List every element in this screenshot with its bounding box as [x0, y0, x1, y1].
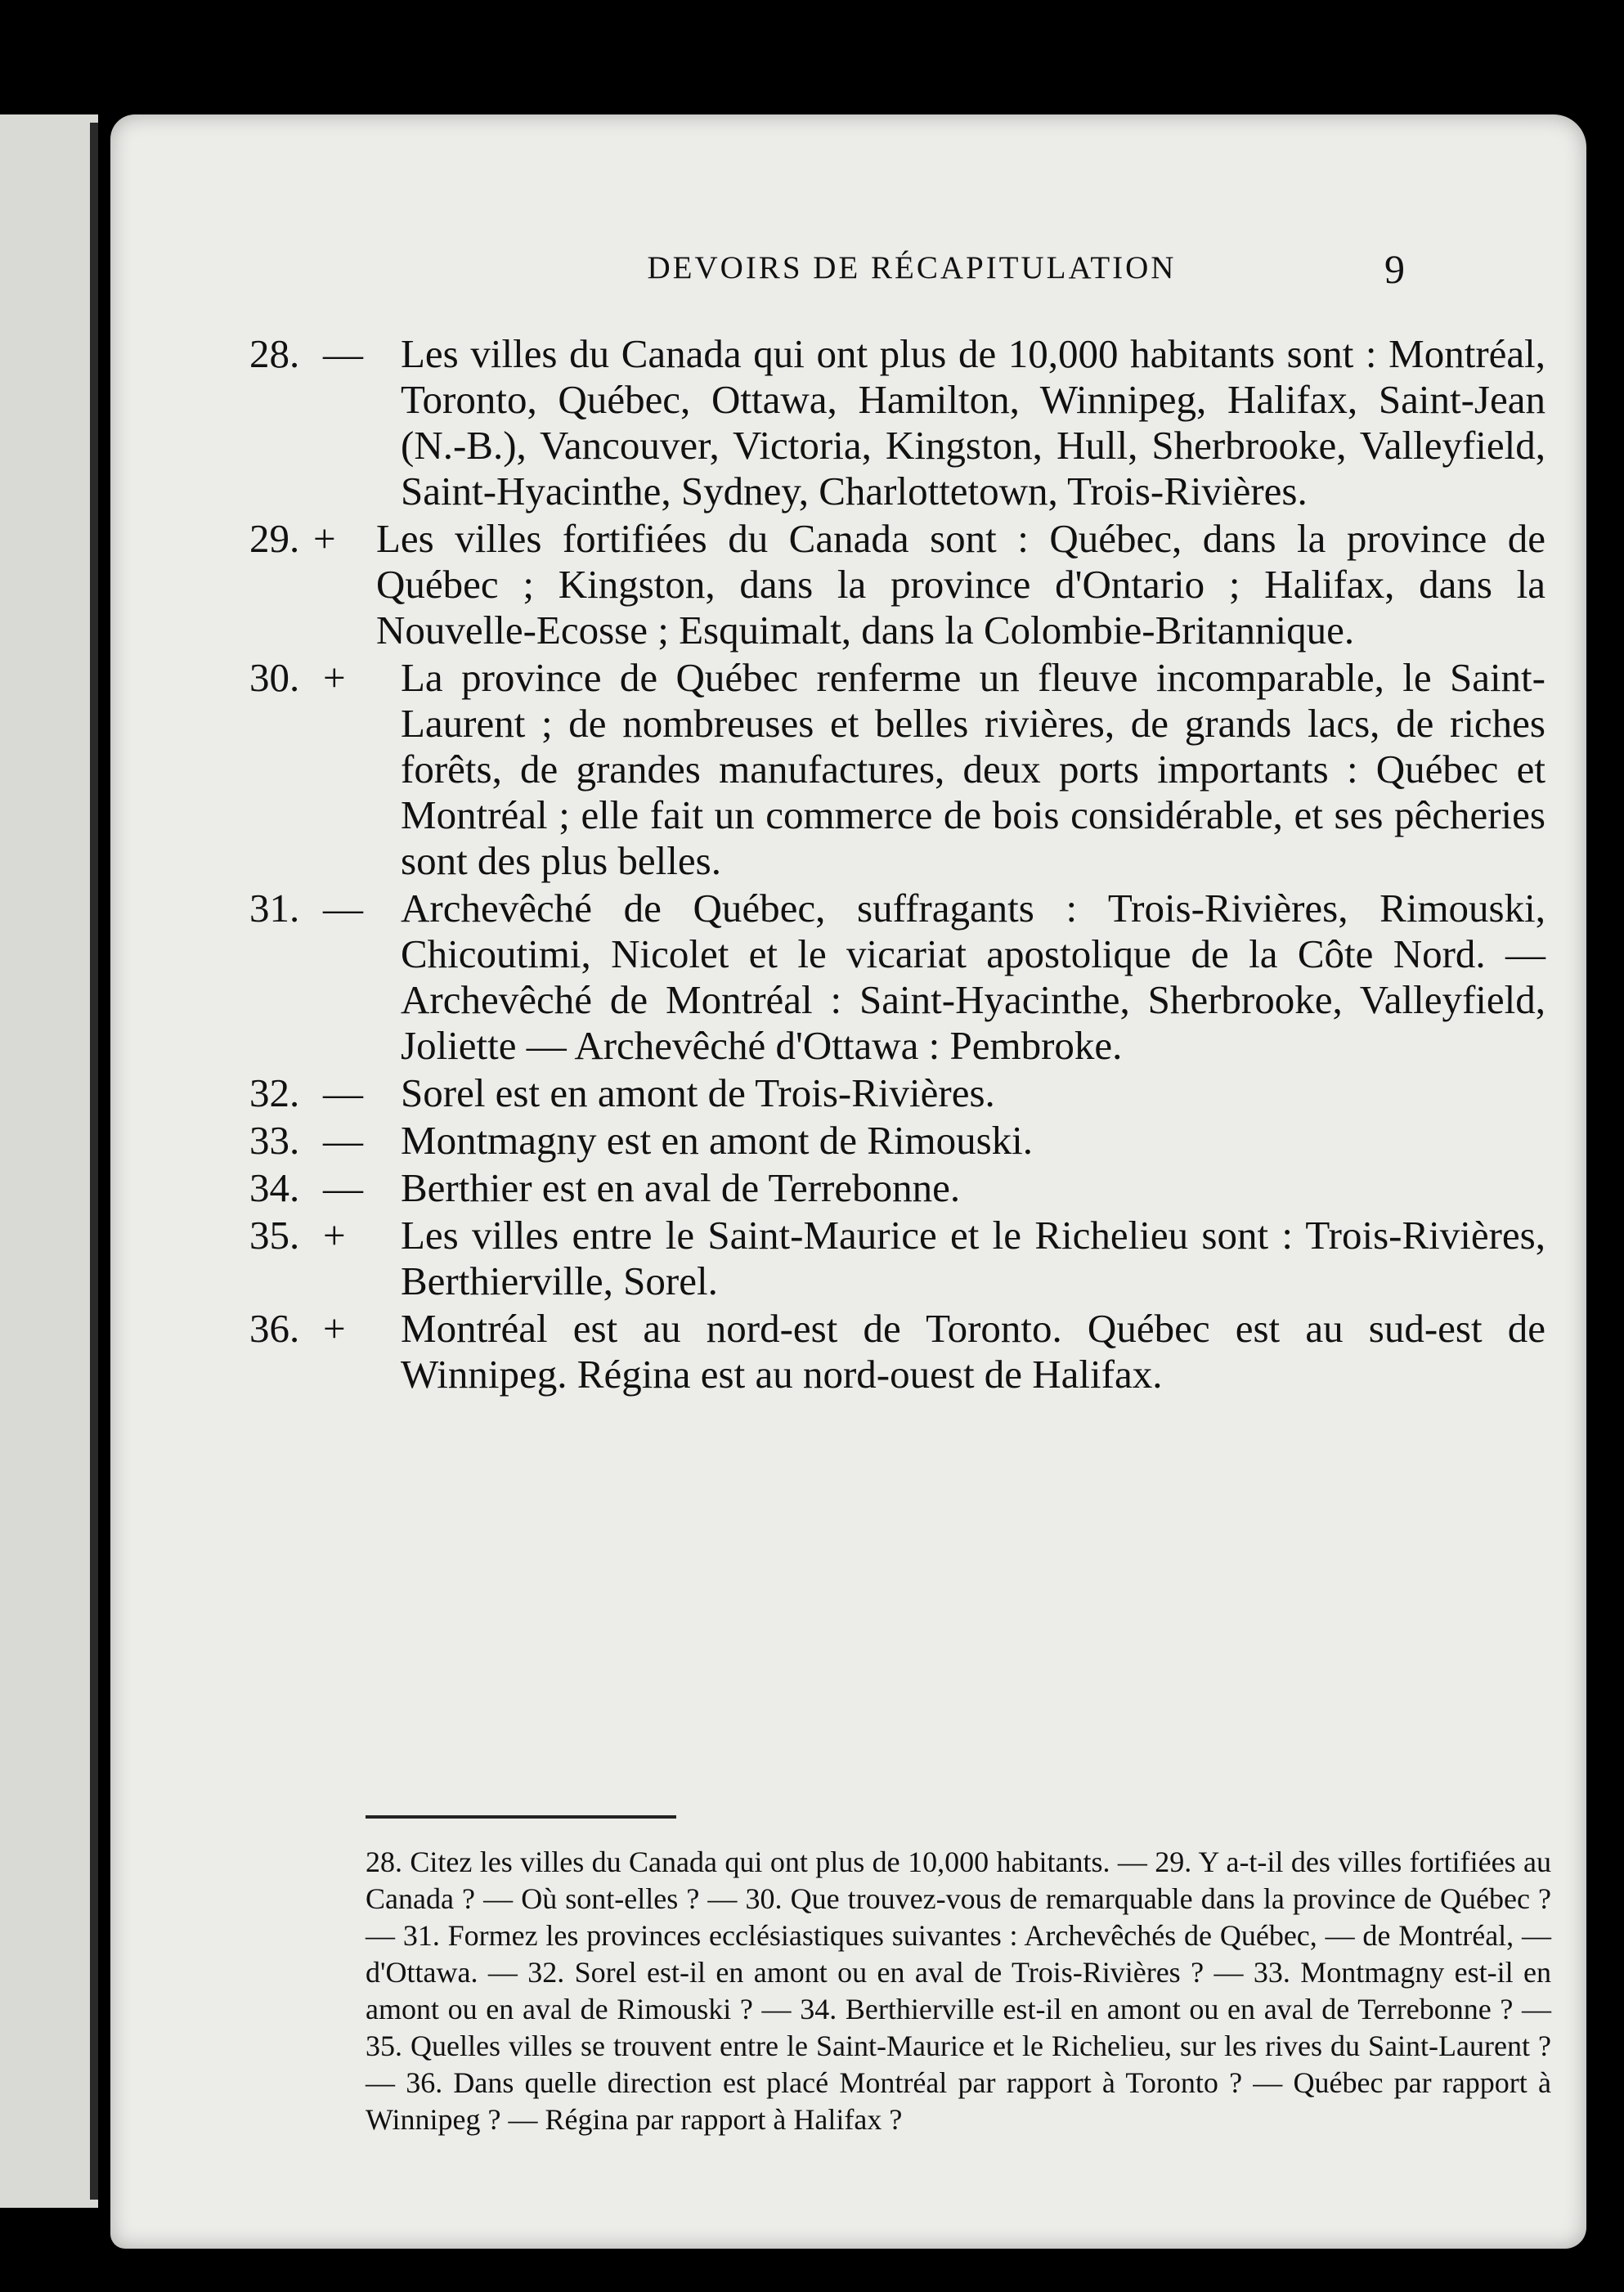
entry-number: 29. [249, 516, 300, 561]
recap-answers [249, 331, 1545, 1399]
dash-mark: — [323, 331, 363, 376]
binding-shadow [90, 123, 98, 2200]
entry-text: Montréal est au nord-est de Toronto. Québec est au sud-est de Winnipeg. Régina est au nord-ouest de Halifax. [401, 1306, 1545, 1397]
entry-number: 28. [249, 331, 300, 376]
entry-text: La province de Québec renferme un fleuve incomparable, le Saint-Laurent ; de nombreuses et belles rivières, de grands lacs, de riches forêts, de grandes manufactures, deux ports importants : Québec et Montréal ; elle fait un commerce de bois considérable, et ses pêcheries sont des plus belles. [401, 655, 1545, 883]
entry-29 [249, 516, 1545, 653]
footnote-rule [366, 1815, 676, 1819]
footnote-questions: 28. Citez les villes du Canada qui ont plus de 10,000 habitants. — 29. Y a-t-il des villes fortifiées au Canada ? — Où sont-elles ? — 30. Que trouvez-vous de remarquable dans la province de Québec ? — 31. Formez les provinces ecclésiastiques suivantes : Archevêchés de Québec, — de Montréal, — d'Ottawa. — 32. Sorel est-il en amont ou en aval de Trois-Rivières ? — 33. Montmagny est-il en amont ou en aval de Rimouski ? — 34. Berthierville est-il en amont ou en aval de Terrebonne ? — 35. Quelles villes se trouvent entre le Saint-Maurice et le Richelieu, sur les rives du Saint-Laurent ? — 36. Dans quelle direction est placé Montréal par rapport à Toronto ? — Québec par rapport à Winnipeg ? — Régina par rapport à Halifax ? [366, 1846, 1551, 2136]
entry-35 [249, 1213, 1545, 1304]
dash-mark: — [323, 886, 363, 931]
page-number: 9 [1384, 246, 1405, 292]
entry-number: 30. [249, 655, 300, 700]
entry-text: Montmagny est en amont de Rimouski. [401, 1118, 1034, 1163]
entry-text: Berthier est en aval de Terrebonne. [401, 1165, 961, 1210]
entry-36 [249, 1306, 1545, 1397]
entry-number: 35. [249, 1213, 300, 1258]
dash-mark: — [323, 1118, 363, 1163]
cross-mark: + [323, 1213, 346, 1258]
cross-mark: + [313, 516, 336, 561]
entry-text: Les villes entre le Saint-Maurice et le Richelieu sont : Trois-Rivières, Berthierville, Sorel. [401, 1213, 1545, 1303]
entry-number: 31. [249, 886, 300, 931]
entry-text: Sorel est en amont de Trois-Rivières. [401, 1070, 995, 1115]
entry-34 [249, 1165, 1545, 1211]
entry-number: 32. [249, 1070, 300, 1115]
dash-mark: — [323, 1070, 363, 1115]
running-header: DEVOIRS DE RÉCAPITULATION [647, 250, 1177, 285]
entry-31 [249, 886, 1545, 1069]
entry-text: Archevêché de Québec, suffragants : Trois-Rivières, Rimouski, Chicoutimi, Nicolet et le vicariat apostolique de la Côte Nord. — Archevêché de Montréal : Saint-Hyacinthe, Sherbrooke, Valleyfield, Joliette — Archevêché d'Ottawa : Pembroke. [401, 886, 1545, 1068]
entry-number: 33. [249, 1118, 300, 1163]
cross-mark: + [323, 655, 346, 700]
cross-mark: + [323, 1306, 346, 1351]
entry-text: Les villes du Canada qui ont plus de 10,000 habitants sont : Montréal, Toronto, Québec, Ottawa, Hamilton, Winnipeg, Halifax, Saint-Jean (N.-B.), Vancouver, Victoria, Kingston, Hull, Sherbrooke, Valleyfield, Saint-Hyacinthe, Sydney, Charlottetown, Trois-Rivières. [401, 331, 1545, 514]
left-page-edge [0, 114, 98, 2208]
entry-33 [249, 1118, 1545, 1164]
entry-text: Les villes fortifiées du Canada sont : Québec, dans la province de Québec ; Kingston, dans la province d'Ontario ; Halifax, dans la Nouvelle-Ecosse ; Esquimalt, dans la Colombie-Britannique. [376, 516, 1545, 653]
entry-number: 36. [249, 1306, 300, 1351]
entry-32 [249, 1070, 1545, 1116]
entry-30 [249, 655, 1545, 884]
dash-mark: — [323, 1165, 363, 1210]
entry-number: 34. [249, 1165, 300, 1210]
book-page [110, 114, 1586, 2249]
entry-28 [249, 331, 1545, 514]
